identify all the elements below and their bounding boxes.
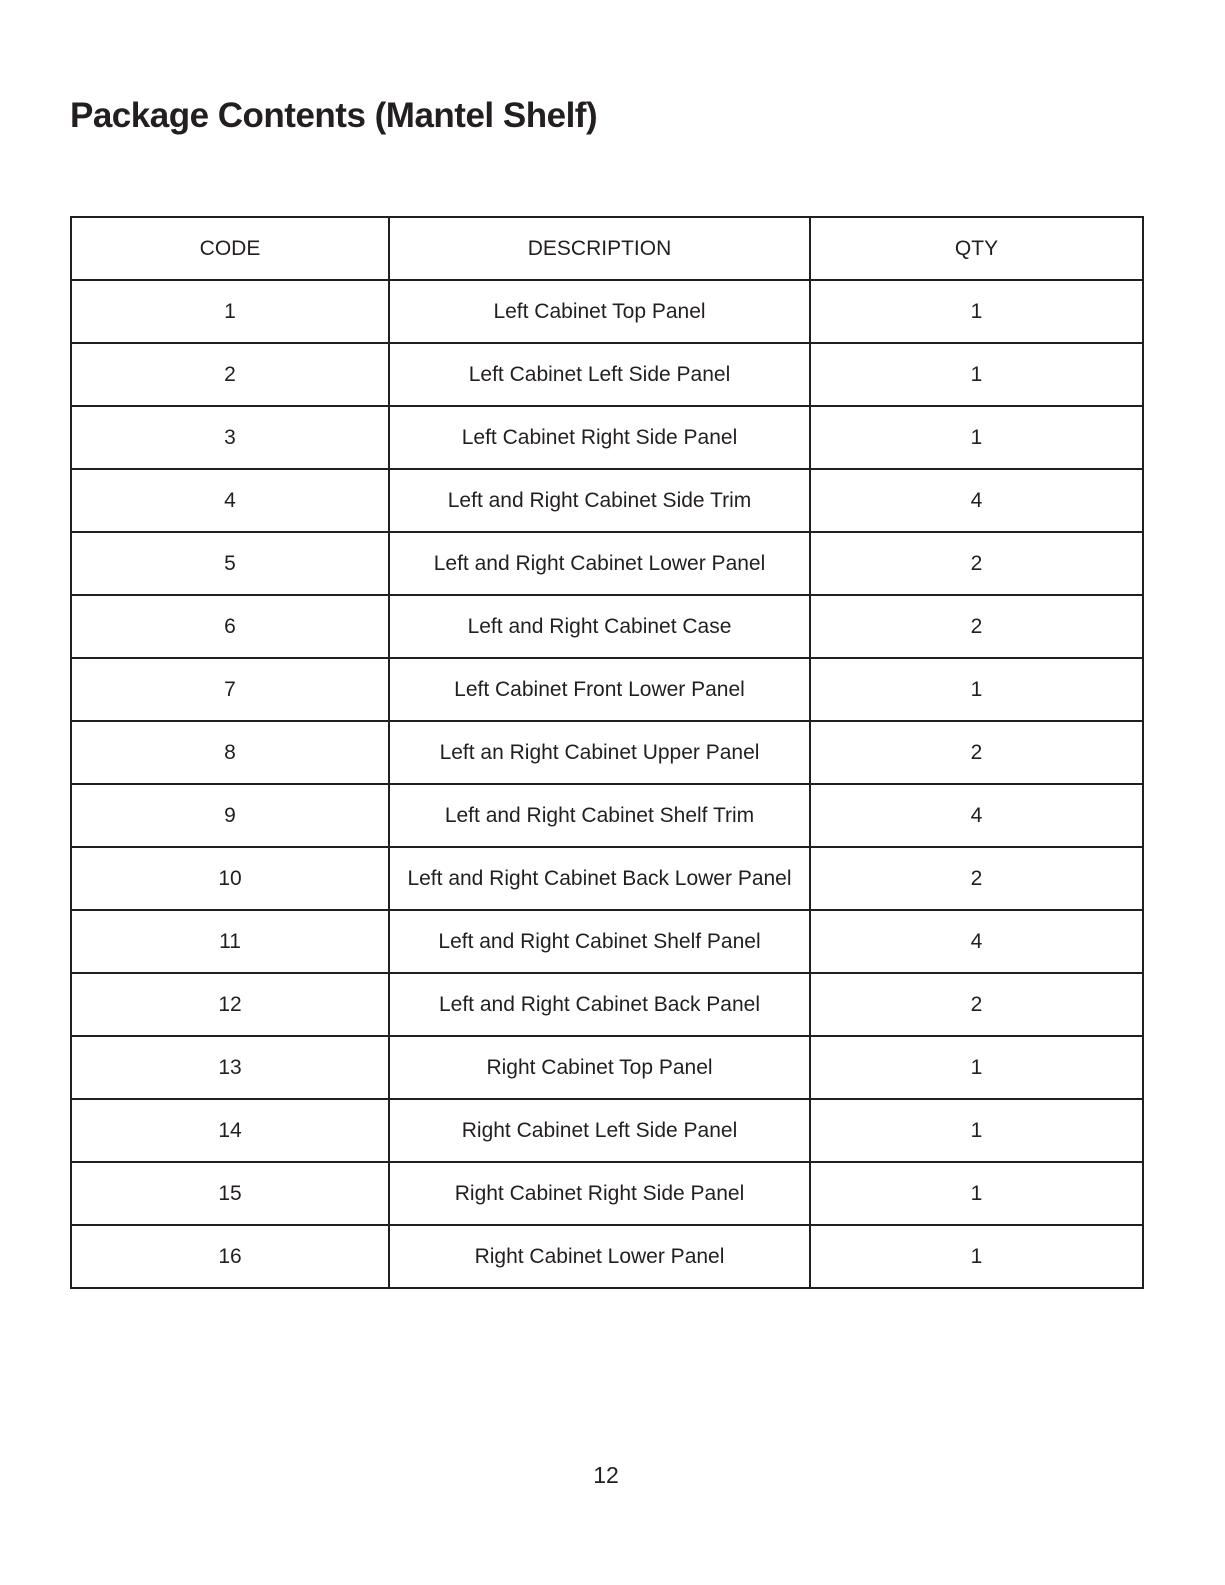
table-row [71, 1099, 1143, 1162]
table-row [71, 532, 1143, 595]
code-cell: 16 [71, 1225, 389, 1288]
qty-cell: 1 [810, 1225, 1143, 1288]
qty-cell: 2 [810, 847, 1143, 910]
qty-cell: 1 [810, 1036, 1143, 1099]
qty-cell: 2 [810, 721, 1143, 784]
qty-cell: 4 [810, 784, 1143, 847]
table-row [71, 1036, 1143, 1099]
qty-cell: 1 [810, 1162, 1143, 1225]
table-row [71, 973, 1143, 1036]
description-cell: Right Cabinet Lower Panel [389, 1225, 810, 1288]
qty-cell: 1 [810, 343, 1143, 406]
code-cell: 3 [71, 406, 389, 469]
description-cell: Left and Right Cabinet Back Panel [389, 973, 810, 1036]
page-title: Package Contents (Mantel Shelf) [70, 96, 598, 135]
code-cell: 8 [71, 721, 389, 784]
qty-cell: 2 [810, 595, 1143, 658]
description-cell: Left an Right Cabinet Upper Panel [389, 721, 810, 784]
qty-cell: 2 [810, 532, 1143, 595]
description-cell: Left and Right Cabinet Shelf Trim [389, 784, 810, 847]
code-cell: 4 [71, 469, 389, 532]
table-row [71, 406, 1143, 469]
code-cell: 7 [71, 658, 389, 721]
code-cell: 1 [71, 280, 389, 343]
description-cell: Left Cabinet Top Panel [389, 280, 810, 343]
column-header-code: CODE [71, 217, 389, 280]
description-cell: Left and Right Cabinet Case [389, 595, 810, 658]
qty-cell: 1 [810, 280, 1143, 343]
description-cell: Left Cabinet Right Side Panel [389, 406, 810, 469]
table-row [71, 721, 1143, 784]
qty-cell: 2 [810, 973, 1143, 1036]
table-header-row [71, 217, 1143, 280]
code-cell: 5 [71, 532, 389, 595]
description-cell: Right Cabinet Top Panel [389, 1036, 810, 1099]
code-cell: 12 [71, 973, 389, 1036]
table-row [71, 1225, 1143, 1288]
description-cell: Left Cabinet Left Side Panel [389, 343, 810, 406]
table-row [71, 343, 1143, 406]
code-cell: 11 [71, 910, 389, 973]
description-cell: Left and Right Cabinet Back Lower Panel [389, 847, 810, 910]
column-header-qty: QTY [810, 217, 1143, 280]
code-cell: 9 [71, 784, 389, 847]
qty-cell: 1 [810, 658, 1143, 721]
description-cell: Left and Right Cabinet Shelf Panel [389, 910, 810, 973]
qty-cell: 4 [810, 469, 1143, 532]
table-row [71, 280, 1143, 343]
page-number: 12 [593, 1462, 619, 1488]
table-row [71, 1162, 1143, 1225]
table-row [71, 784, 1143, 847]
description-cell: Left Cabinet Front Lower Panel [389, 658, 810, 721]
code-cell: 2 [71, 343, 389, 406]
qty-cell: 4 [810, 910, 1143, 973]
package-contents-table [70, 216, 1144, 1289]
code-cell: 14 [71, 1099, 389, 1162]
qty-cell: 1 [810, 1099, 1143, 1162]
description-cell: Right Cabinet Left Side Panel [389, 1099, 810, 1162]
code-cell: 13 [71, 1036, 389, 1099]
description-cell: Left and Right Cabinet Lower Panel [389, 532, 810, 595]
table-row [71, 469, 1143, 532]
qty-cell: 1 [810, 406, 1143, 469]
table-body [71, 280, 1143, 1288]
code-cell: 15 [71, 1162, 389, 1225]
description-cell: Right Cabinet Right Side Panel [389, 1162, 810, 1225]
code-cell: 6 [71, 595, 389, 658]
code-cell: 10 [71, 847, 389, 910]
column-header-description: DESCRIPTION [389, 217, 810, 280]
table-row [71, 847, 1143, 910]
description-cell: Left and Right Cabinet Side Trim [389, 469, 810, 532]
table-row [71, 658, 1143, 721]
table-row [71, 910, 1143, 973]
table-row [71, 595, 1143, 658]
